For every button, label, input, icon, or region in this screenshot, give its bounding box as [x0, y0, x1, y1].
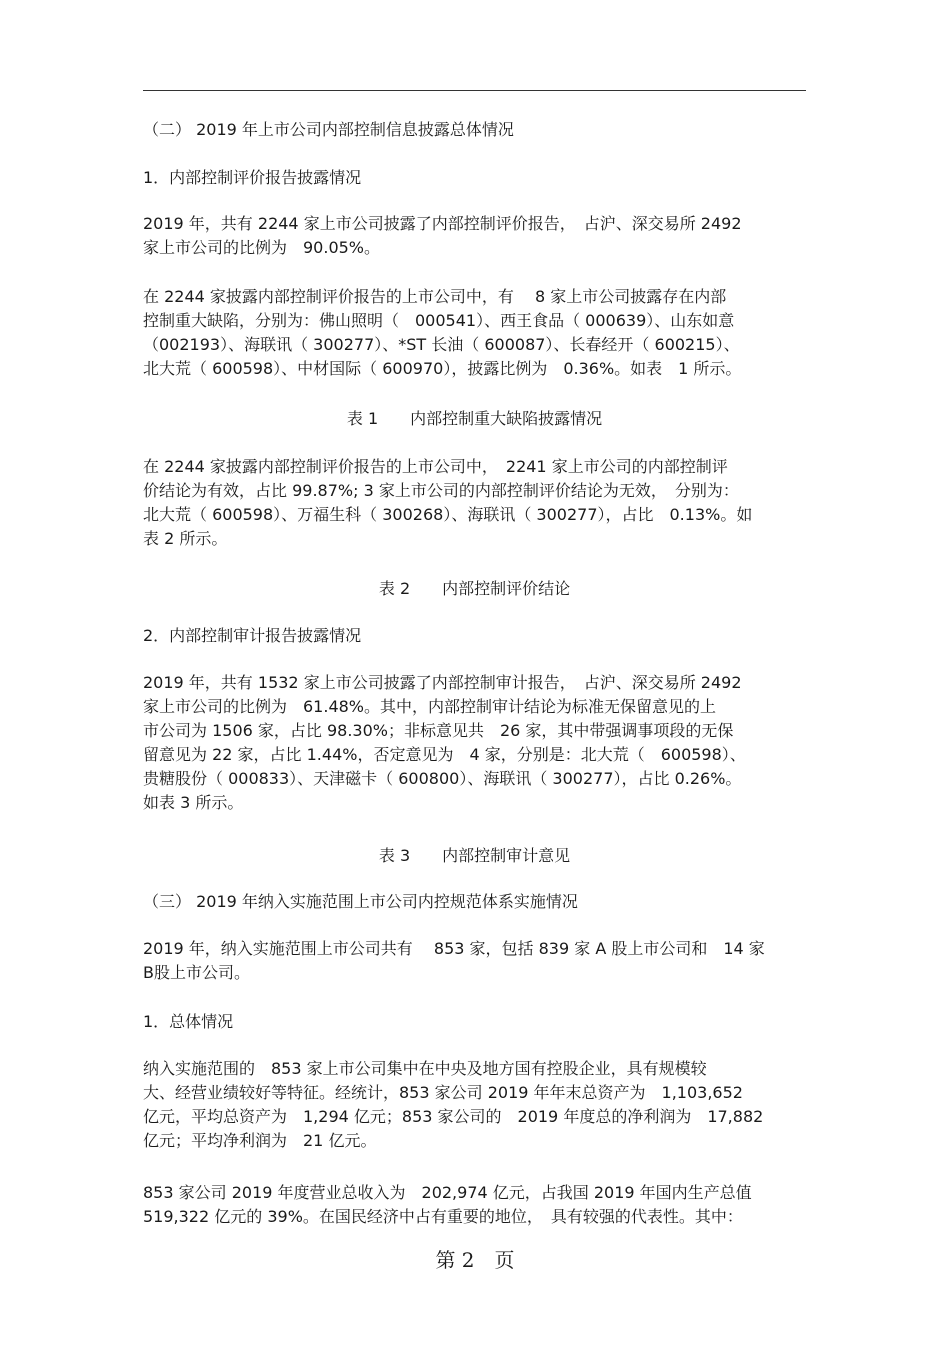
paragraph-line: 纳入实施范围的 853 家上市公司集中在中央及地方国有控股企业，具有规模较: [143, 1059, 707, 1078]
paragraph-4: [143, 671, 811, 815]
table-caption-3: 表 3 内部控制审计意见: [378, 846, 571, 865]
subheading-2: 2．内部控制审计报告披露情况: [143, 626, 362, 645]
paragraph-line: 控制重大缺陷，分别为：佛山照明（ 000541）、西王食品（ 000639）、山东如意: [143, 311, 735, 330]
paragraph-2: [143, 285, 811, 381]
paragraph-3: [143, 455, 811, 551]
paragraph-line: 价结论为有效，占比 99.87%; 3 家上市公司的内部控制评价结论为无效， 分别为：: [143, 481, 739, 500]
table-caption-1: 表 1 内部控制重大缺陷披露情况: [346, 409, 603, 428]
subheading-1: 1．内部控制评价报告披露情况: [143, 168, 362, 187]
paragraph-line: 亿元；平均净利润为 21 亿元。: [143, 1131, 377, 1150]
paragraph-line: 如表 3 所示。: [143, 793, 244, 812]
paragraph-line: 853 家公司 2019 年度营业总收入为 202,974 亿元，占我国 2019 年国内生产总值: [143, 1183, 752, 1202]
subheading-3: 1．总体情况: [143, 1012, 234, 1031]
paragraph-line: 家上市公司的比例为 61.48%。其中，内部控制审计结论为标准无保留意见的上: [143, 697, 717, 716]
paragraph-7: [143, 1181, 811, 1229]
paragraph-line: 北大荒（ 600598）、中材国际（ 600970），披露比例为 0.36%。如表 1 所示。: [143, 359, 742, 378]
paragraph-line: B股上市公司。: [143, 963, 250, 982]
page-number: 第 2 页: [435, 1248, 515, 1272]
header-rule: [143, 90, 806, 91]
paragraph-line: 北大荒（ 600598）、万福生科（ 300268）、海联讯（ 300277），占比 0.13%。如: [143, 505, 753, 524]
paragraph-line: 家上市公司的比例为 90.05%。: [143, 238, 381, 257]
paragraph-line: 2019 年，共有 2244 家上市公司披露了内部控制评价报告， 占沪、深交易所 2492: [143, 214, 742, 233]
paragraph-line: 市公司为 1506 家，占比 98.30%；非标意见共 26 家，其中带强调事项段的无保: [143, 721, 734, 740]
paragraph-line: 2019 年，共有 1532 家上市公司披露了内部控制审计报告， 占沪、深交易所 2492: [143, 673, 742, 692]
paragraph-line: 贵糖股份（ 000833）、天津磁卡（ 600800）、海联讯（ 300277），占比 0.26%。: [143, 769, 742, 788]
table-caption-2: 表 2 内部控制评价结论: [378, 579, 571, 598]
paragraph-line: 留意见为 22 家，占比 1.44%，否定意见为 4 家，分别是：北大荒（ 600598）、: [143, 745, 746, 764]
paragraph-line: 在 2244 家披露内部控制评价报告的上市公司中，有 8 家上市公司披露存在内部: [143, 287, 727, 306]
paragraph-5: [143, 937, 811, 985]
paragraph-line: 在 2244 家披露内部控制评价报告的上市公司中， 2241 家上市公司的内部控制评: [143, 457, 728, 476]
paragraph-1: [143, 212, 811, 260]
paragraph-line: 2019 年，纳入实施范围上市公司共有 853 家，包括 839 家 A 股上市公司和 14 家: [143, 939, 765, 958]
paragraph-line: 大、经营业绩较好等特征。经统计，853 家公司 2019 年年末总资产为 1,103,652: [143, 1083, 743, 1102]
paragraph-line: 亿元，平均总资产为 1,294 亿元；853 家公司的 2019 年度总的净利润为 17,882: [143, 1107, 764, 1126]
section-heading-3: （三） 2019 年纳入实施范围上市公司内控规范体系实施情况: [143, 892, 578, 911]
paragraph-line: 519,322 亿元的 39%。在国民经济中占有重要的地位， 具有较强的代表性。其中：: [143, 1207, 743, 1226]
paragraph-line: 表 2 所示。: [143, 529, 228, 548]
section-heading-2: （二） 2019 年上市公司内部控制信息披露总体情况: [143, 120, 514, 139]
paragraph-line: （002193）、海联讯（ 300277）、*ST 长油（ 600087）、长春经开（ 600215）、: [143, 335, 740, 354]
paragraph-6: [143, 1057, 811, 1153]
